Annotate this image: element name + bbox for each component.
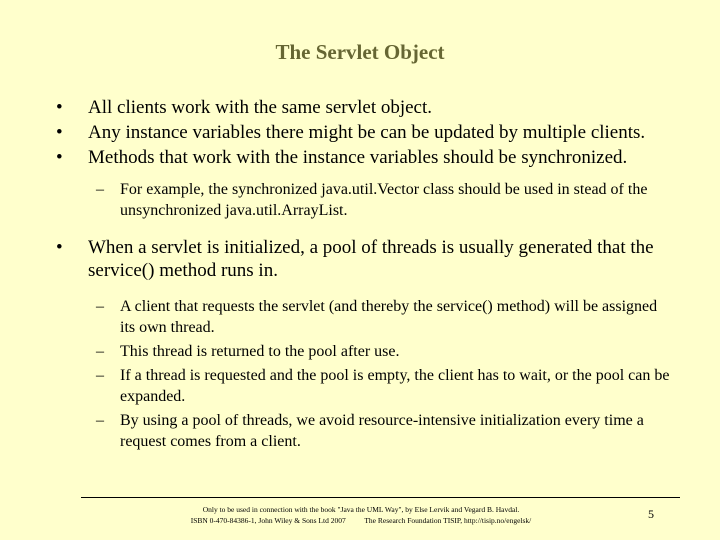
bullet-icon: • — [56, 237, 63, 258]
dash-icon: – — [96, 181, 104, 198]
footer-divider — [81, 497, 680, 498]
bullet-text: Any instance variables there might be can be updated by multiple clients. — [88, 122, 646, 143]
sub-bullet-text: If a thread is requested and the pool is empty, the client has to wait, or the pool can be expanded. — [120, 367, 670, 405]
footer — [81, 504, 641, 526]
footer-isbn: ISBN 0-470-84386-1, John Wiley & Sons Ltd 2007 — [190, 516, 346, 525]
dash-icon: – — [96, 298, 104, 315]
bullet-item — [56, 146, 676, 169]
dash-icon: – — [96, 412, 104, 429]
sub-bullet-item — [56, 410, 676, 452]
footer-line1: Only to be used in connection with the book "Java the UML Way", by Else Lervik and Vegard B. Havdal. — [202, 505, 520, 514]
sub-bullet-text: By using a pool of threads, we avoid resource-intensive initialization every time a request comes from a client. — [120, 412, 644, 450]
bullet-text: All clients work with the same servlet object. — [88, 97, 433, 118]
footer-line2 — [81, 515, 641, 526]
sub-bullet-text: A client that requests the servlet (and thereby the service() method) will be assigned its own thread. — [120, 298, 658, 336]
sub-bullet-item — [56, 179, 676, 221]
dash-icon: – — [96, 367, 104, 384]
slide-title: The Servlet Object — [275, 40, 445, 64]
bullet-icon: • — [56, 122, 63, 143]
sub-bullet-item — [56, 341, 676, 362]
sub-bullet-item — [56, 296, 676, 338]
sub-bullet-item — [56, 365, 676, 407]
sub-bullet-text: This thread is returned to the pool after use. — [120, 343, 400, 360]
bullet-item — [56, 121, 676, 144]
bullet-item — [56, 96, 676, 119]
page-number: 5 — [648, 507, 654, 521]
dash-icon: – — [96, 343, 104, 360]
bullet-text: When a servlet is initialized, a pool of threads is usually generated that the service() method runs in. — [88, 237, 654, 281]
bullet-text: Methods that work with the instance variables should be synchronized. — [88, 147, 628, 168]
bullet-item — [56, 236, 676, 282]
footer-publisher: The Research Foundation TISIP, http://tisip.no/engelsk/ — [364, 516, 532, 525]
bullet-icon: • — [56, 147, 63, 168]
bullet-icon: • — [56, 97, 63, 118]
sub-bullet-text: For example, the synchronized java.util.Vector class should be used in stead of the unsynchronized java.util.ArrayList. — [120, 181, 648, 219]
slide-body — [56, 96, 676, 455]
